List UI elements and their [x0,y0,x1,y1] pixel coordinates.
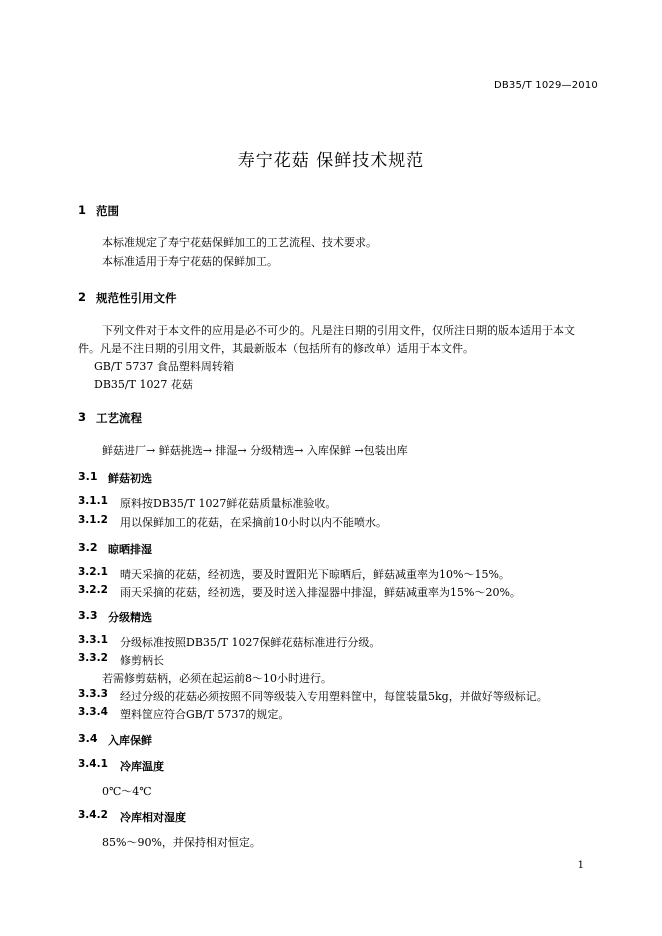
page-number: 1 [577,860,584,871]
clause-number: 3.3.1 [78,634,108,646]
clause-title: 冷库温度 [120,760,164,773]
clause-number: 3.2.2 [78,584,108,596]
section-2-title: 规范性引用文件 [96,291,177,305]
reference-item: DB35/T 1027 花菇 [94,378,193,391]
clause-value: 0℃～4℃ [102,785,152,798]
document-title: 寿宁花菇 保鲜技术规范 [237,151,425,171]
section-2-para-line-1: 下列文件对于本文件的应用是必不可少的。凡是注日期的引用文件，仅所注日期的版本适用于本文 [102,324,575,337]
clause-text: 用以保鲜加工的花菇，在采摘前10小时以内不能喷水。 [120,516,387,529]
subsection-3-4-title: 入库保鲜 [108,734,152,747]
section-3-number: 3 [78,410,87,424]
clause-number: 3.4.2 [78,809,108,821]
subsection-3-2-number: 3.2 [78,541,98,554]
section-1-para-2: 本标准适用于寿宁花菇的保鲜加工。 [102,255,278,268]
subsection-3-2-title: 晾晒排湿 [108,543,152,556]
clause-title: 冷库相对湿度 [120,811,186,824]
section-2-para-line-2: 件。凡是不注日期的引用文件，其最新版本（包括所有的修改单）适用于本文件。 [78,342,474,355]
clause-text: 塑料筐应符合GB/T 5737的规定。 [120,708,290,721]
section-1-number: 1 [78,203,87,217]
clause-text: 原料按DB35/T 1027鲜花菇质量标准验收。 [120,497,337,510]
clause-text: 经过分级的花菇必须按照不同等级装入专用塑料筐中，每筐装量5kg，并做好等级标记。 [120,690,548,703]
clause-number: 3.3.4 [78,706,108,718]
clause-number: 3.1.1 [78,495,108,507]
section-2-number: 2 [78,290,87,304]
document-number: DB35/T 1029—2010 [493,80,598,91]
clause-number: 3.2.1 [78,566,108,578]
clause-number: 3.3.2 [78,652,108,664]
clause-text: 晴天采摘的花菇，经初选，要及时置阳光下晾晒后，鲜菇减重率为10%～15%。 [120,568,510,581]
subsection-3-1-title: 鲜菇初选 [108,472,152,485]
clause-value: 85%～90%，并保持相对恒定。 [102,836,261,849]
process-flow: 鲜菇进厂→ 鲜菇挑选→ 排湿→ 分级精选→ 入库保鲜 →包装出库 [102,444,408,457]
clause-number: 3.4.1 [78,758,108,770]
clause-text: 分级标准按照DB35/T 1027保鲜花菇标准进行分级。 [120,636,381,649]
clause-number: 3.3.3 [78,688,108,700]
section-1-title: 范围 [96,204,119,218]
subsection-3-1-number: 3.1 [78,470,98,483]
clause-text: 雨天采摘的花菇，经初选，要及时送入排湿器中排湿，鲜菇减重率为15%～20%。 [120,586,521,599]
subsection-3-3-title: 分级精选 [108,611,152,624]
clause-subtext: 若需修剪菇柄，必须在起运前8～10小时进行。 [102,672,332,685]
subsection-3-4-number: 3.4 [78,732,98,745]
section-3-title: 工艺流程 [96,411,142,425]
clause-text: 修剪柄长 [120,654,164,667]
section-1-para-1: 本标准规定了寿宁花菇保鲜加工的工艺流程、技术要求。 [102,236,377,249]
clause-number: 3.1.2 [78,514,108,526]
subsection-3-3-number: 3.3 [78,609,98,622]
reference-item: GB/T 5737 食品塑料周转箱 [94,360,234,373]
